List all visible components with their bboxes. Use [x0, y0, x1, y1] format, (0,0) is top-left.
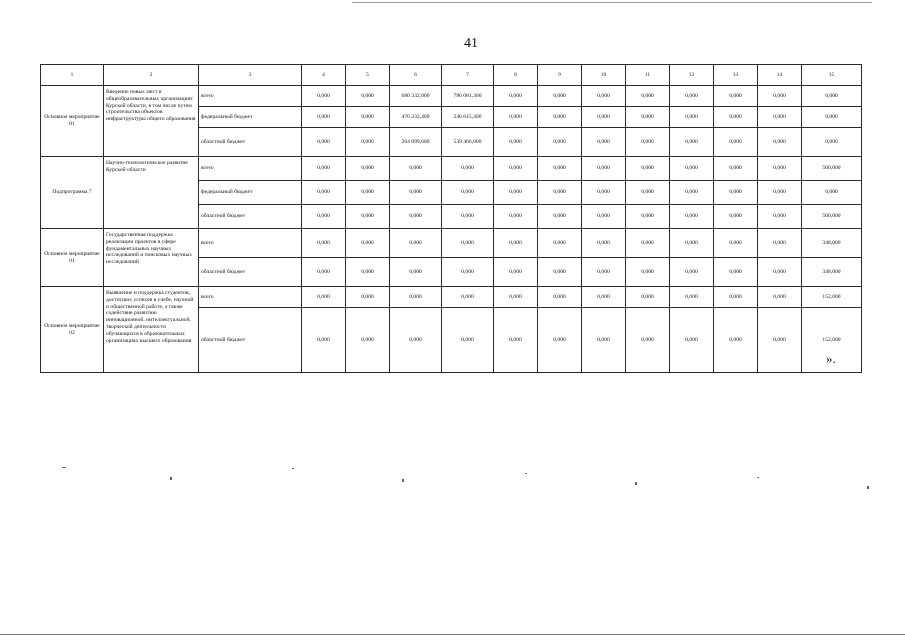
amount-cell: 0,000: [670, 308, 714, 373]
amount-cell: 0,000: [302, 128, 346, 157]
amount-cell: 0,000: [390, 287, 442, 308]
column-number: 15: [802, 65, 862, 86]
amount-cell: 0,000: [494, 86, 538, 107]
scan-speck: [635, 482, 637, 485]
amount-cell: 0,000: [582, 157, 626, 181]
amount-cell: 0,000: [538, 258, 582, 287]
column-number: 9: [538, 65, 582, 86]
program-name-cell: Выявление и поддержка студентов, достигших успехов в учебе, научной и общественной работе, а также содействие развитию инновационной, интеллектуальной, творческой деятельности обучающихся в образовательных организациях высшего образования: [104, 287, 199, 373]
column-number: 2: [104, 65, 199, 86]
amount-cell: 0,000: [802, 128, 862, 157]
amount-cell: 152,000: [802, 308, 862, 373]
amount-cell: 0,000: [670, 157, 714, 181]
amount-cell: 0,000: [346, 181, 390, 205]
page-number: 41: [464, 36, 478, 51]
amount-cell: 0,000: [346, 205, 390, 229]
amount-cell: 0,000: [494, 229, 538, 258]
amount-cell: 0,000: [582, 86, 626, 107]
amount-cell: 0,000: [390, 308, 442, 373]
amount-cell: 0,000: [582, 287, 626, 308]
program-type-cell: Основное мероприятие 02: [41, 287, 104, 373]
amount-cell: 0,000: [758, 308, 802, 373]
amount-cell: 0,000: [346, 229, 390, 258]
scan-speck: [757, 477, 759, 478]
amount-cell: 0,000: [442, 157, 494, 181]
amount-cell: 0,000: [582, 181, 626, 205]
closing-quote-mark: ».: [826, 351, 836, 366]
amount-cell: 0,000: [302, 308, 346, 373]
amount-cell: 0,000: [390, 229, 442, 258]
amount-cell: 0,000: [802, 181, 862, 205]
amount-cell: 0,000: [714, 308, 758, 373]
amount-cell: 0,000: [626, 86, 670, 107]
funding-source-cell: федеральный бюджет: [199, 181, 302, 205]
program-type-cell: Подпрограмма 7: [41, 157, 104, 229]
funding-source-cell: областной бюджет: [199, 258, 302, 287]
table-row: [41, 287, 862, 308]
amount-cell: 0,000: [390, 205, 442, 229]
amount-cell: 0,000: [442, 308, 494, 373]
amount-cell: 0,000: [442, 229, 494, 258]
funding-source-cell: областной бюджет: [199, 308, 302, 373]
amount-cell: 0,000: [442, 181, 494, 205]
amount-cell: 0,000: [538, 287, 582, 308]
top-border-line: [352, 2, 872, 3]
amount-cell: 0,000: [538, 128, 582, 157]
amount-cell: 0,000: [714, 86, 758, 107]
scan-speck: [292, 468, 294, 469]
amount-cell: 680 332,000: [390, 86, 442, 107]
column-number-row: [41, 65, 862, 86]
amount-cell: 0,000: [670, 229, 714, 258]
amount-cell: 0,000: [302, 86, 346, 107]
amount-cell: 539 466,000: [442, 128, 494, 157]
funding-source-cell: областной бюджет: [199, 205, 302, 229]
bottom-border-line: [0, 634, 905, 635]
program-name-cell: Научно-технологическое развитие Курской области: [104, 157, 199, 229]
column-number: 7: [442, 65, 494, 86]
amount-cell: 786 081,300: [442, 86, 494, 107]
amount-cell: 0,000: [626, 205, 670, 229]
amount-cell: 0,000: [626, 157, 670, 181]
amount-cell: 0,000: [670, 86, 714, 107]
column-number: 8: [494, 65, 538, 86]
table-row: [41, 86, 862, 107]
column-number: 4: [302, 65, 346, 86]
funding-source-cell: всего: [199, 86, 302, 107]
program-type-cell: Основное мероприятие 01: [41, 86, 104, 157]
amount-cell: 0,000: [494, 128, 538, 157]
column-number: 1: [41, 65, 104, 86]
amount-cell: 0,000: [302, 229, 346, 258]
amount-cell: 0,000: [390, 157, 442, 181]
amount-cell: 0,000: [390, 258, 442, 287]
funding-source-cell: федеральный бюджет: [199, 107, 302, 128]
amount-cell: 0,000: [494, 157, 538, 181]
amount-cell: 0,000: [302, 258, 346, 287]
budget-table: [40, 64, 862, 373]
amount-cell: 0,000: [538, 107, 582, 128]
amount-cell: 0,000: [538, 229, 582, 258]
amount-cell: 0,000: [670, 128, 714, 157]
scan-speck: [525, 473, 527, 474]
amount-cell: 0,000: [670, 205, 714, 229]
amount-cell: 476 232,400: [390, 107, 442, 128]
amount-cell: 0,000: [714, 128, 758, 157]
table-row: [41, 229, 862, 258]
scan-speck: [867, 486, 869, 489]
amount-cell: 0,000: [670, 287, 714, 308]
column-number: 3: [199, 65, 302, 86]
amount-cell: 0,000: [582, 308, 626, 373]
amount-cell: 0,000: [626, 128, 670, 157]
amount-cell: 0,000: [346, 258, 390, 287]
amount-cell: 246 615,300: [442, 107, 494, 128]
amount-cell: 0,000: [626, 308, 670, 373]
amount-cell: 0,000: [494, 287, 538, 308]
amount-cell: 0,000: [494, 107, 538, 128]
amount-cell: 0,000: [714, 107, 758, 128]
amount-cell: 0,000: [758, 229, 802, 258]
amount-cell: 0,000: [390, 181, 442, 205]
amount-cell: 500,000: [802, 205, 862, 229]
amount-cell: 0,000: [714, 258, 758, 287]
amount-cell: 0,000: [714, 205, 758, 229]
amount-cell: 0,000: [538, 86, 582, 107]
amount-cell: 0,000: [714, 229, 758, 258]
column-number: 11: [626, 65, 670, 86]
funding-source-cell: всего: [199, 157, 302, 181]
amount-cell: 0,000: [626, 258, 670, 287]
funding-source-cell: областной бюджет: [199, 128, 302, 157]
amount-cell: 0,000: [802, 86, 862, 107]
amount-cell: 0,000: [582, 205, 626, 229]
amount-cell: 0,000: [626, 107, 670, 128]
amount-cell: 0,000: [582, 229, 626, 258]
amount-cell: 0,000: [714, 287, 758, 308]
scan-speck: [402, 479, 404, 482]
amount-cell: 0,000: [758, 181, 802, 205]
amount-cell: 0,000: [494, 181, 538, 205]
amount-cell: 0,000: [538, 308, 582, 373]
amount-cell: 0,000: [626, 287, 670, 308]
amount-cell: 0,000: [346, 86, 390, 107]
budget-table-body: [41, 65, 862, 373]
amount-cell: 0,000: [494, 258, 538, 287]
amount-cell: 0,000: [538, 157, 582, 181]
amount-cell: 0,000: [670, 107, 714, 128]
amount-cell: 0,000: [582, 128, 626, 157]
amount-cell: 0,000: [582, 107, 626, 128]
amount-cell: 0,000: [758, 128, 802, 157]
scan-speck: [62, 467, 66, 468]
program-name-cell: Введение новых мест в общеобразовательных организациях Курской области, в том числе путем строительства объектов инфраструктуры общего образования: [104, 86, 199, 157]
amount-cell: 348,000: [802, 229, 862, 258]
amount-cell: 0,000: [302, 205, 346, 229]
amount-cell: 0,000: [538, 181, 582, 205]
amount-cell: 0,000: [302, 157, 346, 181]
amount-cell: 0,000: [442, 287, 494, 308]
amount-cell: 0,000: [758, 107, 802, 128]
amount-cell: 500,000: [802, 157, 862, 181]
table-row: [41, 157, 862, 181]
program-type-cell: Основное мероприятие 01: [41, 229, 104, 287]
amount-cell: 0,000: [758, 205, 802, 229]
amount-cell: 0,000: [582, 258, 626, 287]
amount-cell: 0,000: [802, 107, 862, 128]
amount-cell: 0,000: [302, 181, 346, 205]
amount-cell: 0,000: [494, 205, 538, 229]
amount-cell: 0,000: [346, 287, 390, 308]
amount-cell: 204 099,600: [390, 128, 442, 157]
amount-cell: 0,000: [346, 157, 390, 181]
amount-cell: 0,000: [494, 308, 538, 373]
amount-cell: 0,000: [714, 181, 758, 205]
column-number: 6: [390, 65, 442, 86]
amount-cell: 0,000: [714, 157, 758, 181]
amount-cell: 0,000: [346, 308, 390, 373]
amount-cell: 0,000: [758, 287, 802, 308]
program-name-cell: Государственная поддержка реализации проектов в сфере фундаментальных научных исследований и поисковых научных исследований: [104, 229, 199, 287]
amount-cell: 0,000: [346, 107, 390, 128]
column-number: 12: [670, 65, 714, 86]
funding-source-cell: всего: [199, 287, 302, 308]
column-number: 14: [758, 65, 802, 86]
amount-cell: 0,000: [626, 229, 670, 258]
amount-cell: 0,000: [670, 258, 714, 287]
scan-speck: [170, 477, 172, 480]
amount-cell: 0,000: [758, 157, 802, 181]
column-number: 13: [714, 65, 758, 86]
amount-cell: 0,000: [302, 287, 346, 308]
amount-cell: 0,000: [538, 205, 582, 229]
amount-cell: 0,000: [626, 181, 670, 205]
amount-cell: 152,000: [802, 287, 862, 308]
amount-cell: 0,000: [758, 86, 802, 107]
amount-cell: 0,000: [442, 258, 494, 287]
column-number: 10: [582, 65, 626, 86]
amount-cell: 348,000: [802, 258, 862, 287]
amount-cell: 0,000: [670, 181, 714, 205]
column-number: 5: [346, 65, 390, 86]
funding-source-cell: всего: [199, 229, 302, 258]
amount-cell: 0,000: [442, 205, 494, 229]
amount-cell: 0,000: [346, 128, 390, 157]
amount-cell: 0,000: [758, 258, 802, 287]
amount-cell: 0,000: [302, 107, 346, 128]
